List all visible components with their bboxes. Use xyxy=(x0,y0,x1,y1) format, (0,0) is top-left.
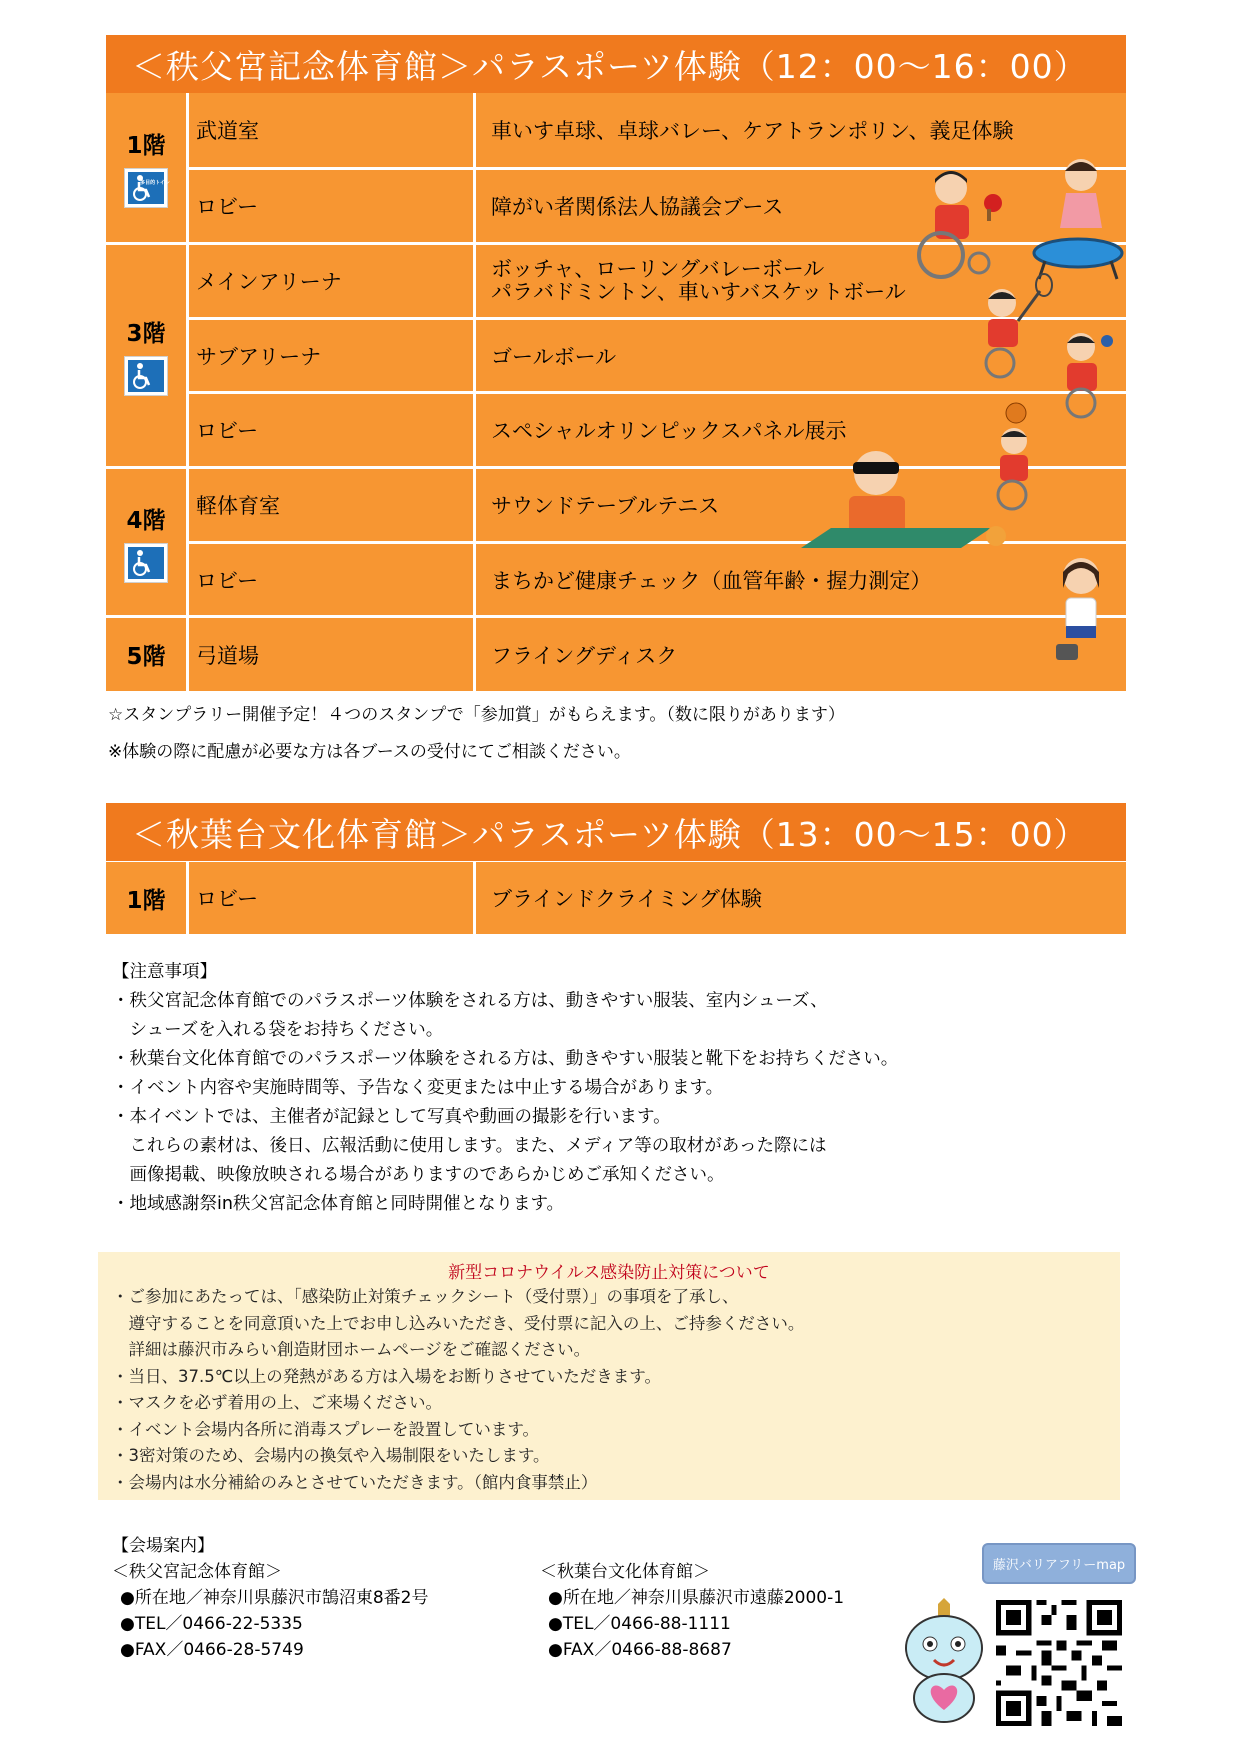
notice-line: ・イベント内容や実施時間等、予告なく変更または中止する場合があります。 xyxy=(112,1078,724,1098)
venue-tel: ●TEL／0466-88-1111 xyxy=(548,1614,731,1634)
room-cell: サブアリーナ xyxy=(196,344,322,369)
activity-cell: 障がい者関係法人協議会ブース xyxy=(491,195,784,219)
covid-line: ・3密対策のため、会場内の換気や入場制限をいたします。 xyxy=(112,1446,550,1465)
venue-address: ●所在地／神奈川県藤沢市遠藤2000-1 xyxy=(548,1588,845,1608)
accessible-toilet-icon xyxy=(124,168,168,208)
activity-line: ボッチャ、ローリングバレーボール xyxy=(491,257,825,281)
floor-label: 4階 xyxy=(126,507,166,534)
toilet-label: 多目的トイレ xyxy=(140,180,170,186)
covid-line: 遵守することを同意頂いた上でお申し込みいただき、受付票に記入の上、ご持参ください。 xyxy=(112,1313,805,1333)
floor-4-cell xyxy=(106,469,186,615)
floor-1-cell xyxy=(106,93,186,242)
floor-label: 3階 xyxy=(126,321,166,347)
child-trampoline-illustration xyxy=(1036,153,1126,243)
sound-table-tennis-illustration xyxy=(801,438,1031,568)
covid-line: 詳細は藤沢市みらい創造財団ホームページをご確認ください。 xyxy=(112,1340,591,1359)
section2-title: ＜秋葉台文化体育館＞パラスポーツ体験（13：00～15：00） xyxy=(106,803,1126,861)
room-cell: 軽体育室 xyxy=(196,494,280,518)
activity-cell xyxy=(491,245,906,317)
covid-line: ・会場内は水分補給のみとさせていただきます。（館内食事禁止） xyxy=(112,1472,598,1492)
section1-title: ＜秩父宮記念体育館＞パラスポーツ体験（12：00～16：00） xyxy=(106,35,1126,93)
accessible-toilet-icon xyxy=(124,356,168,396)
activity-cell: スペシャルオリンピックスパネル展示 xyxy=(491,419,847,443)
notice-line: ・本イベントでは、主催者が記録として写真や動画の撮影を行います。 xyxy=(112,1107,671,1127)
floor-3-cell xyxy=(106,245,186,466)
schedule-table-chichibunomiya xyxy=(106,93,1126,691)
venue-address: ●所在地／神奈川県藤沢市鵠沼東8番2号 xyxy=(120,1588,429,1608)
floor-label: 5階 xyxy=(126,644,166,670)
activity-line: パラバドミントン、車いすバスケットボール xyxy=(491,280,906,304)
activity-cell: フライングディスク xyxy=(491,643,678,668)
wheelchair-table-tennis-illustration xyxy=(901,163,1031,283)
notices-heading: 【注意事項】 xyxy=(112,962,217,982)
barrier-free-map-button[interactable]: 藤沢バリアフリーmap xyxy=(982,1543,1136,1584)
room-cell: ロビー xyxy=(196,419,259,443)
notice-line: ・秋葉台文化体育館でのパラスポーツ体験をされる方は、動きやすい服装と靴下をお持ちください。 xyxy=(112,1049,899,1069)
venue-name: ＜秩父宮記念体育館＞ xyxy=(112,1562,282,1582)
notices-section xyxy=(112,958,898,1219)
venue-b xyxy=(540,1559,844,1663)
room-cell: ロビー xyxy=(196,887,259,911)
activity-cell: サウンドテーブルテニス xyxy=(491,494,720,518)
consultation-note: ※体験の際に配慮が必要な方は各ブースの受付にてご相談ください。 xyxy=(108,742,631,762)
room-cell: 武道室 xyxy=(196,119,259,143)
activity-cell: ブラインドクライミング体験 xyxy=(491,887,762,911)
notice-line: これらの素材は、後日、広報活動に使用します。また、メディア等の取材があった際には xyxy=(112,1136,827,1156)
venue-heading: 【会場案内】 xyxy=(112,1536,214,1556)
notice-line: 画像掲載、映像放映される場合がありますのであらかじめご承知ください。 xyxy=(112,1165,725,1185)
floor-label: 1階 xyxy=(126,887,166,914)
stamp-rally-note: ☆スタンプラリー開催予定！４つのスタンプで「参加賞」がもらえます。（数に限りがあります） xyxy=(108,705,845,725)
covid-line: ・イベント会場内各所に消毒スプレーを設置しています。 xyxy=(112,1419,540,1439)
schedule-table-akibadai xyxy=(106,862,1126,934)
venue-tel: ●TEL／0466-22-5335 xyxy=(120,1614,303,1634)
grip-test-illustration xyxy=(1036,548,1126,673)
covid-line: ・マスクを必ず着用の上、ご来場ください。 xyxy=(112,1393,442,1412)
room-cell: ロビー xyxy=(196,195,259,219)
venue-fax: ●FAX／0466-88-8687 xyxy=(548,1640,732,1660)
covid-measures-box xyxy=(98,1252,1120,1500)
activity-cell: 車いす卓球、卓球バレー、ケアトランポリン、義足体験 xyxy=(491,119,1014,143)
covid-title: 新型コロナウイルス感染防止対策について xyxy=(448,1263,770,1283)
notice-line: ・地域感謝祭in秩父宮記念体育館と同時開催となります。 xyxy=(112,1194,565,1214)
room-cell: 弓道場 xyxy=(196,643,259,668)
covid-line: ・ご参加にあたっては、「感染防止対策チェックシート（受付票）」の事項を了承し、 xyxy=(112,1287,739,1306)
covid-line: ・当日、37.5℃以上の発熱がある方は入場をお断りさせていただきます。 xyxy=(112,1366,661,1386)
venue-name: ＜秋葉台文化体育館＞ xyxy=(540,1562,710,1582)
notice-line: シューズを入れる袋をお持ちください。 xyxy=(112,1020,444,1040)
floor-1-cell xyxy=(106,862,186,934)
qr-code-icon[interactable] xyxy=(996,1600,1122,1726)
activity-cell: ゴールボール xyxy=(491,344,617,369)
floor-label: 1階 xyxy=(126,133,166,159)
mascot-illustration xyxy=(898,1598,990,1726)
activity-cell: まちかど健康チェック（血管年齢・握力測定） xyxy=(491,568,932,593)
notice-line: ・秩父宮記念体育館でのパラスポーツ体験をされる方は、動きやすい服装、室内シューズ、 xyxy=(112,991,828,1011)
room-cell: メインアリーナ xyxy=(196,270,342,294)
accessible-toilet-icon xyxy=(124,543,168,583)
venue-a xyxy=(112,1533,428,1663)
floor-5-cell xyxy=(106,618,186,691)
venue-fax: ●FAX／0466-28-5749 xyxy=(120,1640,304,1660)
room-cell: ロビー xyxy=(196,568,259,593)
